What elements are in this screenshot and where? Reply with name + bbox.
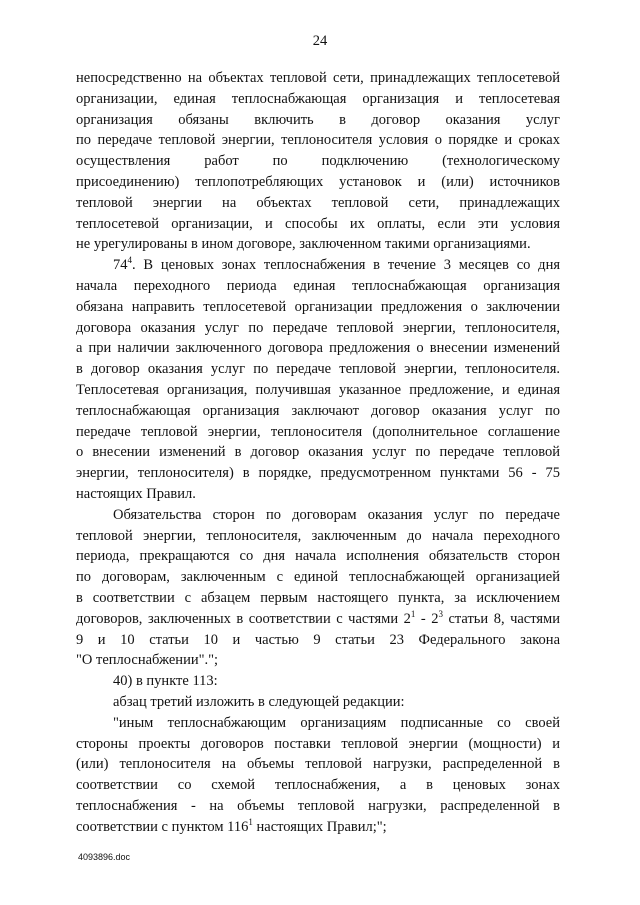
text-run: осуществления работ по подключению (технологическому [76, 153, 560, 170]
text-line [76, 546, 560, 567]
text-run: тепловой энергии на объектах тепловой сети, принадлежащих [76, 194, 560, 211]
text-run: энергии, теплоносителя) в порядке, предусмотренном пунктами 56 - 75 [76, 465, 560, 482]
text-line [76, 276, 560, 297]
text-line [76, 671, 560, 692]
text-line [76, 110, 560, 131]
text-line [76, 318, 560, 339]
text-run: по передаче тепловой энергии, теплоносителя условия о порядке и сроках [76, 132, 560, 149]
text-line [76, 796, 560, 817]
text-run: соответствии с пунктом 116 [76, 818, 249, 835]
text-line [76, 775, 560, 796]
text-run: периода, прекращаются со дня начала исполнения обязательств сторон [76, 548, 560, 565]
text-line [76, 463, 560, 484]
text-line [76, 588, 560, 609]
text-line [76, 359, 560, 380]
text-line [76, 193, 560, 214]
text-line [76, 380, 560, 401]
text-run: о внесении изменений в договор оказания услуг по передаче тепловой [76, 444, 560, 461]
text-run: (или) теплоносителя на объемы тепловой нагрузки, распределенной в [76, 756, 560, 773]
text-run: статьи 8, частями [442, 610, 560, 627]
text-line [76, 754, 560, 775]
text-run: не урегулированы в ином договоре, заключенном такими организациями. [76, 236, 531, 253]
text-line [76, 442, 560, 463]
text-run: в договор оказания услуг по передаче тепловой энергии, теплоносителя. [76, 361, 560, 378]
text-line [76, 89, 560, 110]
text-run: 74 [113, 257, 128, 274]
text-run: абзац третий изложить в следующей редакции: [113, 693, 405, 710]
text-run: передаче тепловой энергии, теплоносителя (дополнительное соглашение [76, 423, 560, 440]
text-run: теплоснабжающая организация заключают договор оказания услуг по [76, 402, 560, 419]
text-line [76, 505, 560, 526]
text-line [76, 338, 560, 359]
text-line [76, 130, 560, 151]
text-line [76, 526, 560, 547]
text-run: 9 и 10 статьи 10 и частью 9 статьи 23 Федерального закона [76, 631, 560, 648]
text-line [76, 297, 560, 318]
text-line [76, 484, 560, 505]
text-run: настоящих Правил;"; [252, 818, 387, 835]
text-run: "О теплоснабжении"."; [76, 652, 219, 669]
document-body [76, 68, 560, 837]
text-run: - 2 [415, 610, 439, 627]
page-number: 24 [312, 33, 328, 49]
text-run: присоединению) теплопотребляющих установок и (или) источников [76, 173, 560, 190]
text-run: начала переходного периода единая теплоснабжающая организация [76, 277, 560, 294]
text-run: непосредственно на объектах тепловой сети, принадлежащих теплосетевой [76, 70, 560, 86]
text-run: Теплосетевая организация, получившая указанное предложение, и единая [76, 381, 560, 398]
text-run: обязана направить теплосетевой организации предложения о заключении [76, 298, 560, 315]
text-run: "иным теплоснабжающим организациям подписанные со своей [113, 714, 560, 731]
text-run: по договорам, заключенным с единой теплоснабжающей организацией [76, 569, 560, 586]
superscript: 3 [438, 608, 443, 619]
text-run: в соответствии с абзацем первым настоящего пункта, за исключением [76, 589, 560, 606]
text-run: договора оказания услуг по передаче тепловой энергии, теплоносителя, [76, 319, 560, 336]
text-line [76, 650, 560, 671]
text-line [76, 713, 560, 734]
text-line [76, 734, 560, 755]
text-line [76, 817, 560, 838]
text-run: . В ценовых зонах теплоснабжения в течение 3 месяцев со дня [132, 257, 560, 274]
text-line [76, 630, 560, 651]
superscript: 4 [127, 255, 132, 266]
text-run: а при наличии заключенного договора предложения о внесении изменений [76, 340, 560, 357]
text-run: организации, единая теплоснабжающая организация и теплосетевая [76, 90, 560, 107]
text-line [76, 422, 560, 443]
text-run: соответствии со схемой теплоснабжения, а в ценовых зонах [76, 777, 560, 794]
text-line [76, 214, 560, 235]
text-line [76, 172, 560, 193]
text-line [76, 401, 560, 422]
text-line [76, 609, 560, 630]
text-run: организация обязаны включить в договор оказания услуг [76, 111, 560, 128]
text-run: тепловой энергии, теплоносителя, заключенным до начала переходного [76, 527, 560, 544]
footer-file-name: 4093896.doc [78, 852, 131, 862]
superscript: 1 [248, 816, 253, 827]
text-line [76, 151, 560, 172]
text-line [76, 255, 560, 276]
text-line [76, 68, 560, 89]
text-run: теплосетевой организации, и способы их оплаты, если эти условия [76, 215, 560, 232]
text-line [76, 234, 560, 255]
text-run: настоящих Правил. [76, 485, 196, 502]
text-run: 40) в пункте 113: [113, 673, 218, 690]
text-line [76, 692, 560, 713]
text-run: Обязательства сторон по договорам оказания услуг по передаче [113, 506, 560, 523]
text-run: теплоснабжения - на объемы тепловой нагрузки, распределенной в [76, 797, 560, 814]
superscript: 1 [410, 608, 416, 619]
text-run: договоров, заключенных в соответствии с частями 2 [76, 610, 411, 627]
text-run: стороны проекты договоров поставки тепловой энергии (мощности) и [76, 735, 560, 752]
text-line [76, 567, 560, 588]
